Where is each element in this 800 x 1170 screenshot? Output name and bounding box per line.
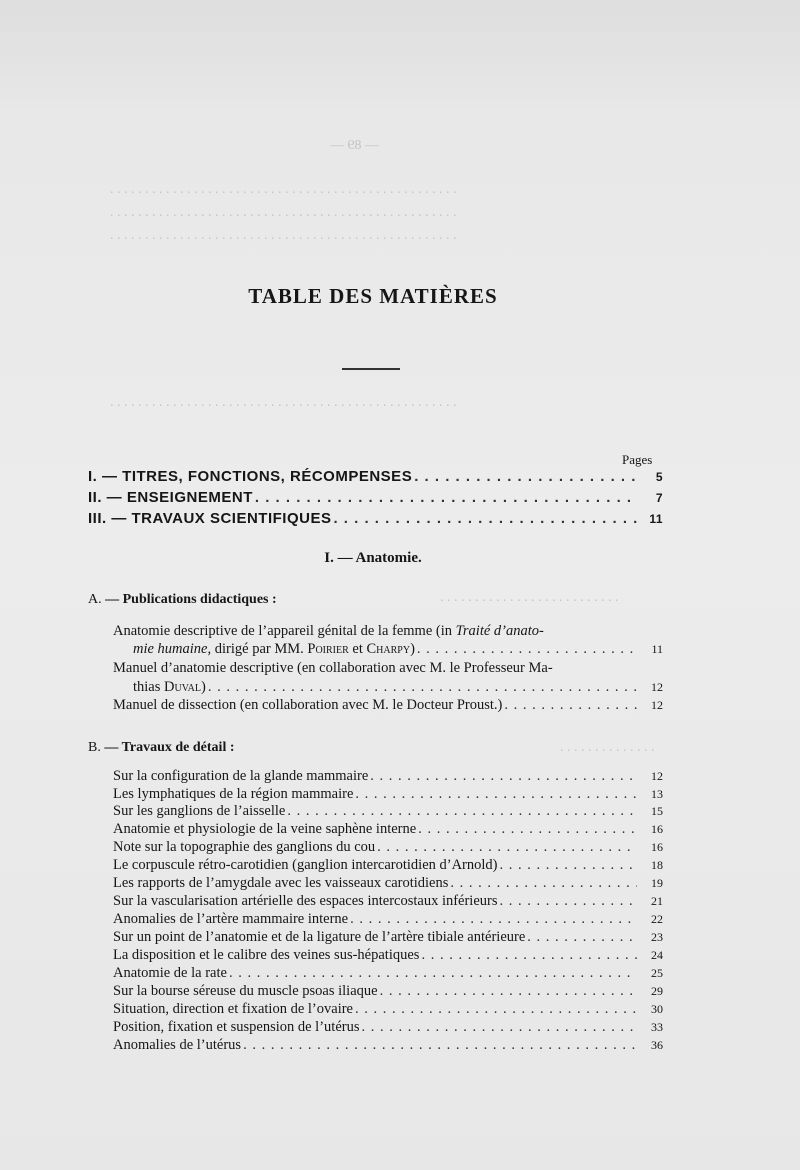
toc-entry (113, 821, 663, 838)
toc-main-entry (88, 489, 663, 506)
toc-page-number: 24 (651, 948, 663, 962)
author-name: Poirier (307, 641, 349, 657)
toc-main-entry-label: II. — ENSEIGNEMENT (88, 489, 253, 506)
toc-page-number: 5 (655, 470, 663, 484)
entry-text: Le corpuscule rétro-carotidien (ganglion intercarotidien d’Arnold) (113, 857, 498, 873)
entry-text: Anomalies de l’artère mammaire interne (113, 911, 349, 927)
toc-page-number: 29 (651, 984, 663, 998)
toc-main-entry (88, 510, 663, 527)
toc-page-number: 36 (651, 1038, 663, 1052)
toc-entry (133, 679, 663, 696)
toc-entry (113, 983, 663, 1000)
page-title: TABLE DES MATIÈRES (248, 284, 498, 308)
toc-page-number: 21 (651, 894, 663, 908)
entry-text: Anatomie et physiologie de la veine saphène interne (113, 821, 417, 837)
subsection-letter: B. (88, 740, 101, 755)
entry-text: Anatomie de la rate (113, 965, 227, 981)
subsection-title: — Publications didactiques : (105, 592, 277, 607)
pages-column-label: Pages (622, 452, 653, 467)
section-heading: I. — Anatomie. (324, 550, 422, 566)
bleed-through-text: . . . . . . . . . . . . . . . . . . . . . . . . . . . . . . . . . . . . . . . . . . . . . . . . . . (110, 395, 457, 410)
subsection-title: — Travaux de détail : (104, 740, 235, 755)
entry-text: Manuel de dissection (en collaboration avec M. le Docteur Proust.) (113, 697, 503, 713)
toc-page-number: 30 (651, 1002, 663, 1016)
toc-entry (113, 947, 663, 964)
toc-page-number: 16 (651, 822, 663, 836)
toc-page-number: 19 (651, 876, 663, 890)
entry-text (133, 679, 206, 696)
entry-text-part: dirigé par MM. (211, 641, 308, 657)
toc-entry (113, 697, 663, 714)
entry-text-part: et (348, 641, 367, 657)
toc-entry (113, 965, 663, 982)
entry-text: Les lymphatiques de la région mammaire (113, 786, 354, 802)
toc-page-number: 13 (651, 787, 663, 801)
toc-page-number: 15 (651, 804, 663, 818)
entry-text: La disposition et le calibre des veines sus-hépatiques (113, 947, 420, 963)
toc-entry (113, 1037, 663, 1054)
subsection-heading (88, 592, 277, 608)
entry-text: Sur la vascularisation artérielle des espaces intercostaux inférieurs (113, 893, 498, 909)
toc-entry (133, 641, 663, 658)
entry-text (133, 641, 415, 658)
entry-text: Les rapports de l’amygdale avec les vaisseaux carotidiens (113, 875, 449, 891)
toc-page-number: 18 (651, 858, 663, 872)
bleed-through-text: . . . . . . . . . . . . . . (560, 740, 655, 755)
entry-text-part: ) (200, 679, 206, 695)
entry-text: Sur les ganglions de l’aisselle (113, 803, 286, 819)
author-name: Charpy (366, 641, 411, 657)
entry-text: Sur la bourse séreuse du muscle psoas iliaque (113, 983, 378, 999)
toc-page-number: 12 (651, 698, 663, 712)
toc-main-entry-label: III. — TRAVAUX SCIENTIFIQUES (88, 510, 332, 527)
toc-entry (113, 929, 663, 946)
entry-text: Sur la configuration de la glande mammaire (113, 768, 369, 784)
toc-entry (113, 875, 663, 892)
toc-page-number: 11 (651, 642, 663, 656)
entry-italic-text: Traité d’anato- (455, 623, 544, 639)
bleed-through-text: — 89 — (330, 138, 379, 153)
toc-entry (113, 893, 663, 910)
toc-page-number: 33 (651, 1020, 663, 1034)
toc-main-entry-label: I. — TITRES, FONCTIONS, RÉCOMPENSES (88, 468, 413, 485)
entry-text: Sur un point de l’anatomie et de la ligature de l’artère tibiale antérieure (113, 929, 526, 945)
entry-text: Anatomie descriptive de l’appareil génital de la femme (in (113, 623, 456, 639)
toc-entry (113, 803, 663, 820)
toc-entry (113, 839, 663, 856)
bleed-through-text: . . . . . . . . . . . . . . . . . . . . . . . . . . . . . . . . . . . . . . . . . . . . . . . . . . (110, 182, 457, 197)
toc-entry-line (113, 623, 544, 640)
toc-page-number: 16 (651, 840, 663, 854)
toc-entry (113, 1001, 663, 1018)
bleed-through-text: . . . . . . . . . . . . . . . . . . . . . . . . . . . . . . . . . . . . . . . . . . . . . . . . . . (110, 228, 457, 243)
entry-text: Note sur la topographie des ganglions du cou (113, 839, 376, 855)
toc-page-number: 23 (651, 930, 663, 944)
toc-entry (113, 768, 663, 785)
toc-entry-line: Manuel d’anatomie descriptive (en collaboration avec M. le Professeur Ma- (113, 660, 553, 676)
entry-text: Position, fixation et suspension de l’utérus (113, 1019, 360, 1035)
author-name: Duval (164, 679, 201, 695)
bleed-through-text: . . . . . . . . . . . . . . . . . . . . . . . . . . . . . . . . . . . . . . . . . . . . . . . . . . (110, 205, 457, 220)
toc-entry (113, 857, 663, 874)
toc-entry (113, 911, 663, 928)
entry-text: Situation, direction et fixation de l’ovaire (113, 1001, 353, 1017)
toc-page-number: 7 (655, 491, 663, 505)
toc-page-number: 12 (651, 680, 663, 694)
entry-italic-text: mie humaine, (133, 641, 212, 657)
entry-text: Anomalies de l’utérus (113, 1037, 242, 1053)
toc-page-number: 12 (651, 769, 663, 783)
toc-page-number: 25 (651, 966, 663, 980)
toc-page-number: 22 (651, 912, 663, 926)
toc-entry (113, 786, 663, 803)
bleed-through-text: . . . . . . . . . . . . . . . . . . . . . . . . . . (440, 590, 619, 605)
toc-main-entry (88, 468, 663, 485)
title-rule (342, 368, 400, 370)
subsection-heading (88, 740, 235, 756)
subsection-letter: A. (88, 592, 102, 607)
toc-page-number: 11 (649, 512, 663, 526)
entry-text-part: thias (133, 679, 165, 695)
toc-entry (113, 1019, 663, 1036)
entry-text-part: ) (410, 641, 415, 657)
